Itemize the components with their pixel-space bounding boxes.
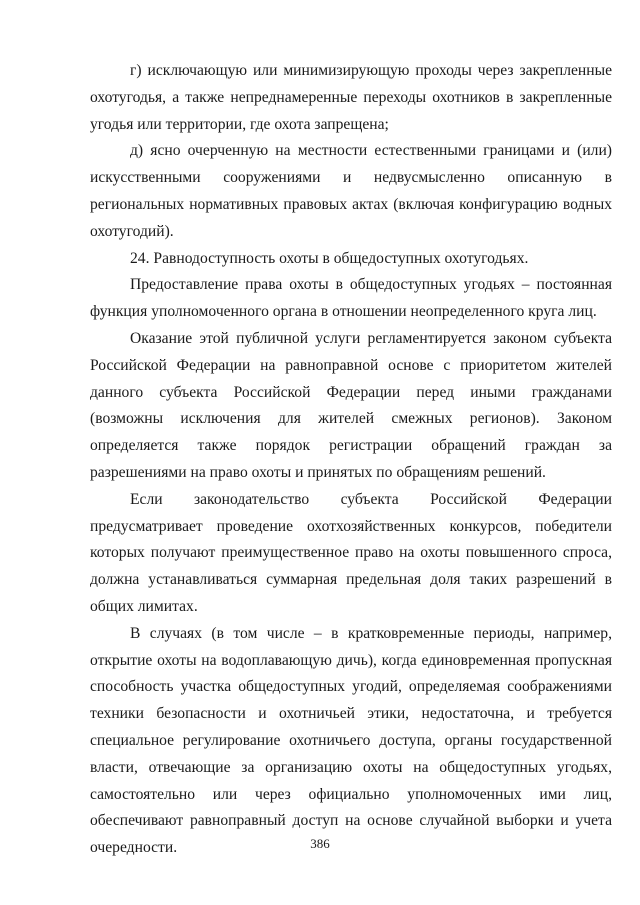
paragraph-item-d: д) ясно очерченную на местности естественными границами и (или) искусственными сооружениями и недвусмысленно описанную в региональных нормативных правовых актах (включая конфигурацию водных охотугодий). [90, 142, 612, 240]
paragraph: Оказание этой публичной услуги регламентируется законом субъекта Российской Федерации на равноправной основе с приоритетом жителей данного субъекта Российской Федерации перед иными гражданами (возможны исключения для жителей смежных регионов). Законом определяется также порядок регистрации обращений граждан за разрешениями на право охоты и принятых по обращениям решений. [90, 329, 612, 481]
section-heading-24: 24. Равнодоступность охоты в общедоступных охотугодьях. [130, 249, 529, 267]
paragraph: Если законодательство субъекта Российской Федерации предусматривает проведение охотхозяйственных конкурсов, победители которых получают преимущественное право на охоты повышенного спроса, должна устанавливаться суммарная предельная доля таких разрешений в общих лимитах. [90, 490, 612, 615]
paragraph: В случаях (в том числе – в кратковременные периоды, например, открытие охоты на водоплавающую дичь), когда единовременная пропускная способность участка общедоступных угодий, определяемая соображениями техники безопасности и охотничьей этики, недостаточна, и требуется специальное регулирование охотничьего доступа, органы государственной власти, отвечающие за организацию охоты на общедоступных угодьях, самостоятельно или через официально уполномоченных ими лиц, обеспечивают равноправный доступ на основе случайной выборки и учета очередности. [90, 624, 612, 857]
paragraph: Предоставление права охоты в общедоступных угодьях – постоянная функция уполномоченного органа в отношении неопределенного круга лиц. [90, 276, 612, 321]
page-number: 386 [310, 836, 330, 851]
document-body [90, 58, 612, 862]
paragraph-item-g: г) исключающую или минимизирующую проходы через закрепленные охотугодья, а также непреднамеренные переходы охотников в закрепленные угодья или территории, где охота запрещена; [90, 62, 612, 133]
